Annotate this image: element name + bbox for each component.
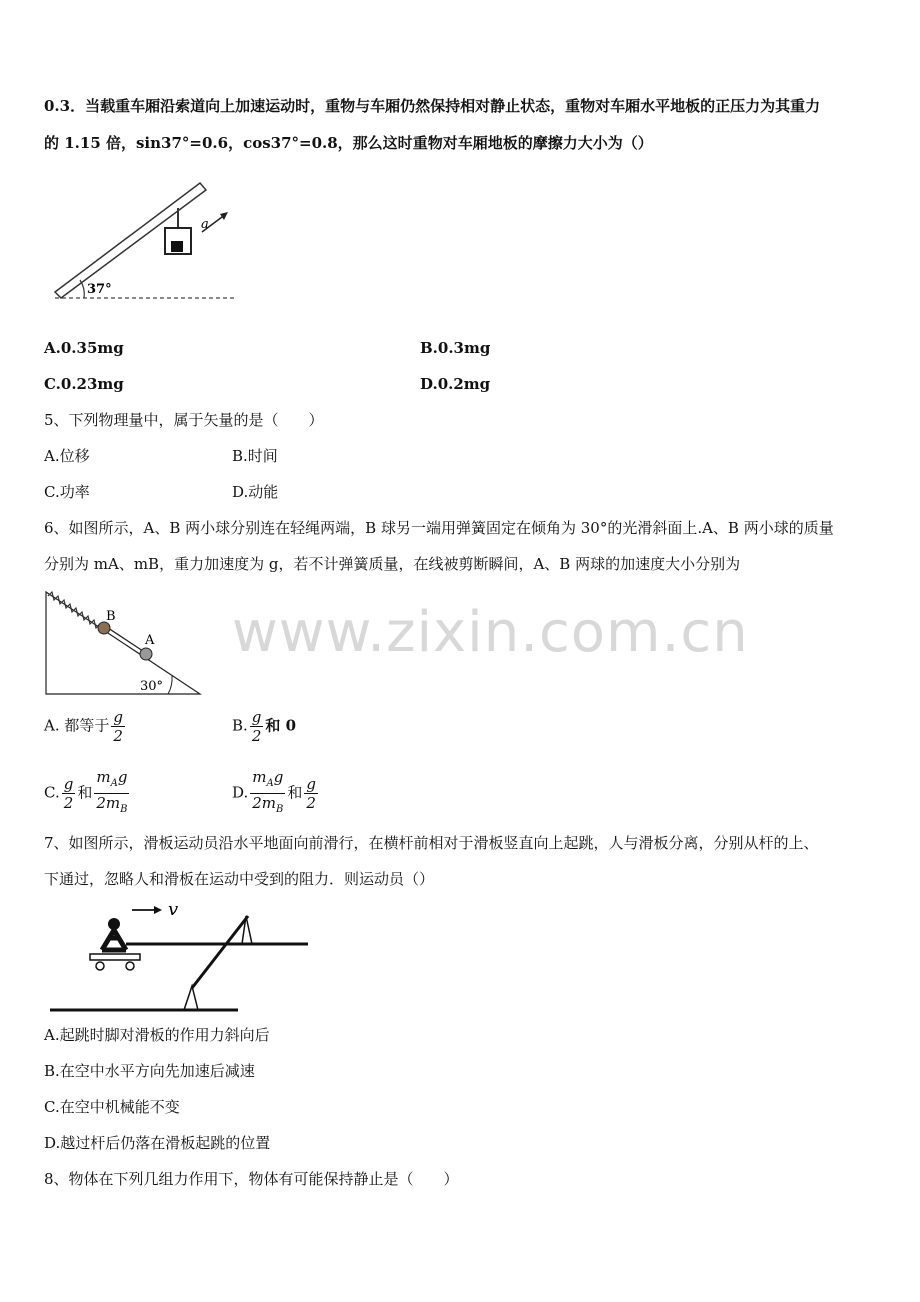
fraction-g-over-2: $\frac{g}{2}$ [113,708,123,745]
q8-stem: 8、物体在下列几组力作用下，物体有可能保持静止是（ ） [44,1170,459,1188]
q5-option-d[interactable]: D.动能 [232,483,279,501]
incline-figure [40,588,210,700]
q6-option-b-suffix: 和 0 [265,716,297,735]
q5-option-b[interactable]: B.时间 [232,447,278,465]
q6-option-c-label: C. [44,783,60,802]
fraction-mag-over-2mb: $\frac{m_Ag}{2m_B}$ [252,768,284,815]
q6-stem-line1: 6、如图所示，A、B 两小球分别连在轻绳两端，B 球另一端用弹簧固定在倾角为 30°的光滑斜面上.A、B 两小球的质量 [44,519,834,537]
fraction-mag-over-2mb: $\frac{m_Ag}{2m_B}$ [96,768,128,815]
q03-stem-line1: 0.3．当载重车厢沿索道向上加速运动时，重物与车厢仍然保持相对静止状态，重物对车厢水平地板的正压力为其重力 [44,97,821,115]
q5-option-c[interactable]: C.功率 [44,483,90,501]
q6-stem-line2: 分别为 mA、mB，重力加速度为 g，若不计弹簧质量，在线被剪断瞬间，A、B 两球的加速度大小分别为 [44,555,741,573]
q7-option-a[interactable]: A.起跳时脚对滑板的作用力斜向后 [44,1026,270,1044]
ball-a-label: A [145,633,155,648]
cable-car-figure [50,180,250,305]
q03-option-a[interactable]: A.0.35mg [44,339,124,357]
fraction-g-over-2: $\frac{g}{2}$ [63,775,74,812]
q03-option-b[interactable]: B.0.3mg [420,339,491,357]
q6-option-d[interactable] [232,768,320,819]
q6-option-a[interactable] [44,708,127,745]
skateboard-figure [46,892,316,1014]
q7-option-b[interactable]: B.在空中水平方向先加速后减速 [44,1062,255,1080]
accel-label: a [201,217,209,232]
q6-option-c[interactable] [44,768,131,819]
angle-label: 37° [87,282,112,297]
and-word: 和 [77,783,93,802]
watermark: www.zixin.com.cn [232,600,749,665]
fraction-g-over-2: $\frac{g}{2}$ [306,775,316,812]
fraction-g-over-2: $\frac{g}{2}$ [251,708,262,745]
q5-stem: 5、下列物理量中，属于矢量的是（ ） [44,411,324,429]
q7-stem-line2: 下通过，忽略人和滑板在运动中受到的阻力．则运动员（） [44,870,435,888]
and-word: 和 [287,783,303,802]
q6-option-d-label: D. [232,783,249,802]
q5-option-a[interactable]: A.位移 [44,447,90,465]
q6-option-a-label: A. 都等于 [44,716,110,735]
q7-stem-line1: 7、如图所示，滑板运动员沿水平地面向前滑行，在横杆前相对于滑板竖直向上起跳，人与滑板分离，分别从杆的上、 [44,834,819,852]
q7-option-c[interactable]: C.在空中机械能不变 [44,1098,180,1116]
q7-option-d[interactable]: D.越过杆后仍落在滑板起跳的位置 [44,1134,271,1152]
q6-option-b[interactable] [232,708,296,745]
q6-option-b-label: B. [232,716,248,735]
ball-b-label: B [106,609,116,624]
q03-stem-line2: 的 1.15 倍，sin37°=0.6，cos37°=0.8，那么这时重物对车厢地板的摩擦力大小为（） [44,134,653,152]
q03-option-d[interactable]: D.0.2mg [420,375,491,393]
incline-angle-label: 30° [140,679,164,694]
q03-option-c[interactable]: C.0.23mg [44,375,124,393]
velocity-label: v [168,899,179,920]
